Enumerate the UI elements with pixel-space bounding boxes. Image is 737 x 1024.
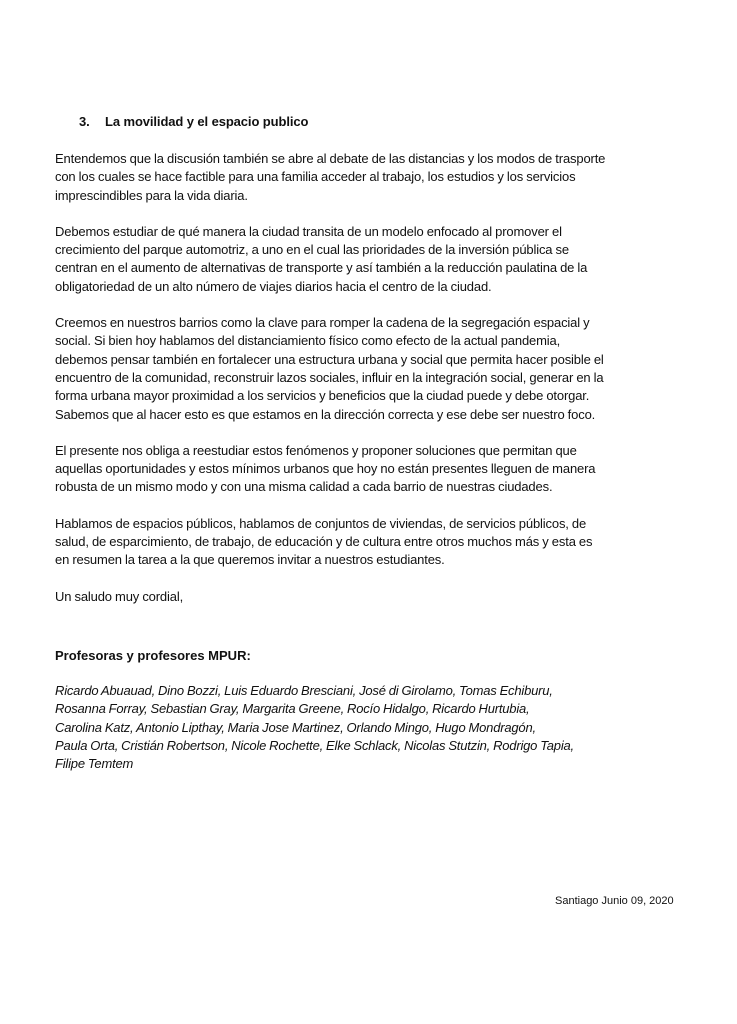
paragraph-line: Hablamos de espacios públicos, hablamos de conjuntos de viviendas, de servicios públicos, de <box>55 515 587 531</box>
paragraph-line: salud, de esparcimiento, de trabajo, de educación y de cultura entre otros muchos más y esta es <box>55 534 593 550</box>
signers-list <box>55 682 695 773</box>
signers-line: Filipe Temtem <box>55 756 134 772</box>
paragraph-public-spaces <box>55 515 695 570</box>
paragraph-transport <box>55 150 695 205</box>
paragraph-line: forma urbana mayor proximidad a los servicios y beneficios que la ciudad puede y debe otorgar. <box>55 388 590 404</box>
paragraph-city-model <box>55 223 695 296</box>
paragraph-line: social. Si bien hoy hablamos del distanciamiento físico como efecto de la actual pandemia, <box>55 333 561 349</box>
paragraph-line: robusta de un mismo modo y con una misma calidad a cada barrio de nuestras ciudades. <box>55 479 553 495</box>
paragraph-line: Debemos estudiar de qué manera la ciudad transita de un modelo enfocado al promover el <box>55 223 562 239</box>
paragraph-present <box>55 442 695 497</box>
paragraph-line: en resumen la tarea a la que queremos invitar a nuestros estudiantes. <box>55 552 445 568</box>
paragraph-line: obligatoriedad de un alto número de viajes diarios hacia el centro de la ciudad. <box>55 278 492 294</box>
paragraph-line: imprescindibles para la vida diaria. <box>55 187 248 203</box>
paragraph-neighborhoods <box>55 314 695 424</box>
section-number: 3. <box>79 114 90 129</box>
signers-line: Paula Orta, Cristián Robertson, Nicole Rochette, Elke Schlack, Nicolas Stutzin, Rodrigo Tapia, <box>55 737 574 753</box>
paragraph-line: El presente nos obliga a reestudiar estos fenómenos y proponer soluciones que permitan que <box>55 442 577 458</box>
signers-line: Carolina Katz, Antonio Lipthay, Maria Jose Martinez, Orlando Mingo, Hugo Mondragón, <box>55 719 536 735</box>
paragraph-line: debemos pensar también en fortalecer una estructura urbana y social que permita hacer posible el <box>55 351 604 367</box>
document-page <box>55 112 695 773</box>
paragraph-line: aquellas oportunidades y estos mínimos urbanos que hoy no están presentes lleguen de manera <box>55 461 596 477</box>
signers-line: Rosanna Forray, Sebastian Gray, Margarita Greene, Rocío Hidalgo, Ricardo Hurtubia, <box>55 701 530 717</box>
paragraph-line: Sabemos que al hacer esto es que estamos en la dirección correcta y ese debe ser nuestro foco. <box>55 406 596 422</box>
paragraph-line: encuentro de la comunidad, reconstruir lazos sociales, influir en la integración social, generar en la <box>55 369 604 385</box>
signers-line: Ricardo Abuauad, Dino Bozzi, Luis Eduardo Bresciani, José di Girolamo, Tomas Echiburu, <box>55 682 553 698</box>
paragraph-line: Creemos en nuestros barrios como la clave para romper la cadena de la segregación espacial y <box>55 315 590 331</box>
signers-title: Profesoras y profesores MPUR: <box>55 647 251 663</box>
section-heading <box>79 112 695 132</box>
paragraph-line: con los cuales se hace factible para una familia acceder al trabajo, los estudios y los servicios <box>55 169 576 185</box>
paragraph-line: centran en el aumento de alternativas de transporte y así también a la reducción paulatina de la <box>55 260 588 276</box>
closing-salutation: Un saludo muy cordial, <box>55 588 184 604</box>
paragraph-line: crecimiento del parque automotriz, a uno en el cual las prioridades de la inversión pública se <box>55 242 569 258</box>
document-date: Santiago Junio 09, 2020 <box>555 895 674 907</box>
section-title: La movilidad y el espacio publico <box>105 114 309 129</box>
paragraph-line: Entendemos que la discusión también se abre al debate de las distancias y los modos de trasporte <box>55 151 606 166</box>
